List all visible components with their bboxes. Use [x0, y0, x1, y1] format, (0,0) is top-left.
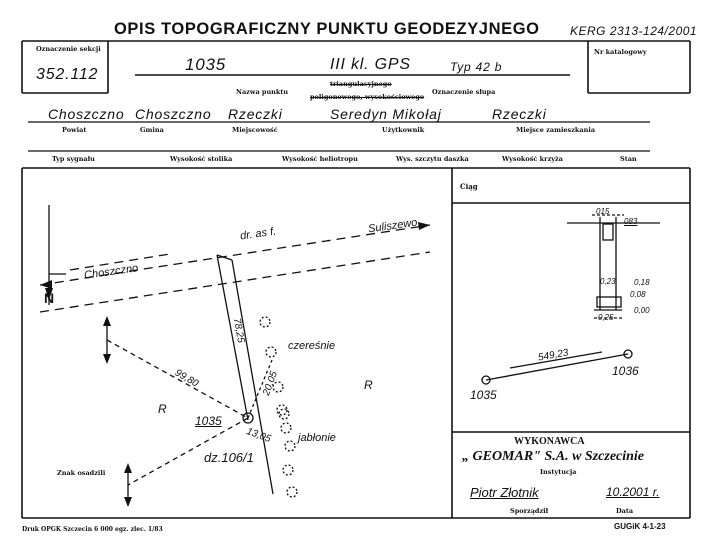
north-label: N	[44, 290, 55, 306]
post-label: Oznaczenie słupa	[432, 88, 496, 96]
gmina-value: Choszczno	[135, 106, 212, 122]
uzytkownik-value: Seredyn Mikołaj	[330, 106, 442, 122]
executor-company: „ GEOMAR" S.A. w Szczecinie	[462, 449, 645, 464]
powiat-value: Choszczno	[48, 106, 125, 122]
east-destination: Suliszewo	[367, 216, 419, 236]
section-value: 352.112	[36, 66, 99, 83]
point-label: 1035	[195, 414, 222, 428]
dim-018: 0,18	[634, 278, 650, 287]
label-typ-sygnalu: Typ sygnału	[52, 155, 95, 163]
label-powiat: Powiat	[62, 126, 87, 134]
trees-cherries: czereśnie	[288, 340, 336, 352]
section-title: Ciąg	[460, 182, 478, 191]
traverse-to: 1036	[612, 364, 639, 378]
label-uzytkownik: Użytkownik	[382, 126, 425, 134]
name-label: Nazwa punktu	[236, 88, 289, 96]
distance-1: 99,80	[172, 367, 201, 390]
point-class: III kl. GPS	[330, 56, 411, 73]
footer-form-code: GUGiK 4-1-23	[614, 522, 666, 531]
land-class-2: R	[364, 378, 373, 392]
distance-2: 78,25	[230, 317, 247, 344]
distance-3: 20,05	[261, 369, 280, 398]
witness-label: Znak osadzili	[57, 469, 106, 477]
label-wys-stolika: Wysokość stolika	[170, 155, 233, 163]
dim-008: 0,08	[630, 290, 646, 299]
land-class-1: R	[158, 402, 167, 416]
reference-number: KERG 2313-124/2001	[570, 24, 698, 38]
label-stan: Stan	[620, 155, 637, 163]
date-label: Data	[616, 507, 634, 515]
label-wys-heliotropu: Wysokość heliotropu	[282, 155, 358, 163]
institution-label: Instytucja	[540, 468, 577, 476]
traverse-from: 1035	[470, 388, 497, 402]
surveyor-label: Sporządził	[510, 507, 549, 515]
label-wys-daszka: Wys. szczytu daszka	[396, 155, 469, 163]
trees-apples: jabłonie	[298, 432, 336, 444]
footer-print-note: Druk OPGK Szczecin 6 000 egz. zlec. 1/83	[22, 526, 163, 533]
road-label: dr. as f.	[239, 225, 277, 243]
dim-025: 0,25	[598, 313, 614, 322]
network-label-1: triangulacyjnego	[330, 80, 392, 88]
parcel-label: dz.106/1	[204, 450, 254, 465]
section-label: Oznaczenie sekcji	[36, 45, 101, 53]
miejscowosc-value: Rzeczki	[228, 106, 283, 122]
dim-083: 083	[624, 217, 638, 226]
network-label-2: poligonowego, wysokościowego	[310, 93, 425, 101]
label-wys-krzyza: Wysokość krzyża	[502, 155, 563, 163]
dim-015: 015	[596, 207, 610, 216]
traverse-distance: 549,23	[537, 347, 570, 364]
survey-date: 10.2001 r.	[606, 485, 660, 499]
miejsce-value: Rzeczki	[492, 106, 547, 122]
label-gmina: Gmina	[140, 126, 164, 134]
dim-000: 0,00	[634, 306, 650, 315]
surveyor-name: Piotr Złotnik	[470, 485, 539, 500]
form-title: OPIS TOPOGRAFICZNY PUNKTU GEODEZYJNEGO	[114, 20, 540, 38]
point-number: 1035	[185, 55, 227, 74]
label-miejsce: Miejsce zamieszkania	[516, 126, 596, 134]
catalog-label: Nr katalogowy	[594, 48, 647, 56]
west-destination: Choszczno	[83, 262, 139, 282]
monument-type: Typ 42 b	[450, 60, 503, 74]
distance-4: 13,05	[244, 426, 273, 445]
dim-023: 0,23	[600, 277, 616, 286]
label-miejscowosc: Miejscowość	[232, 126, 278, 134]
executor-heading: WYKONAWCA	[514, 436, 585, 447]
